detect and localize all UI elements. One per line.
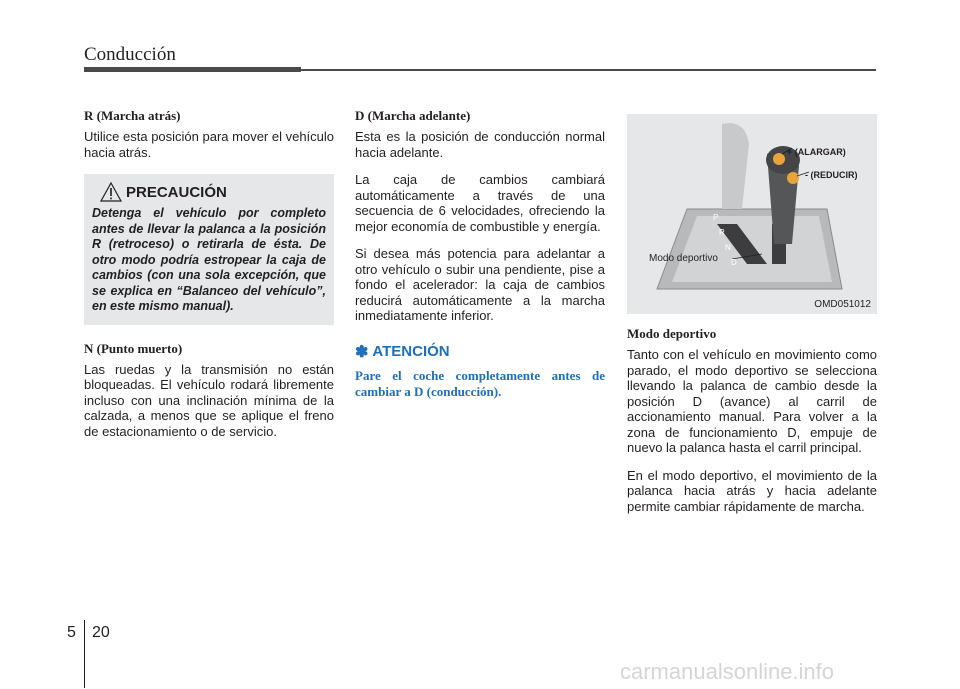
attention-title: ATENCIÓN: [372, 343, 450, 360]
chapter-number: 5: [67, 624, 76, 641]
caution-box: [84, 174, 334, 325]
label-alargar: + (ALARGAR): [787, 147, 846, 157]
gear-letter-p: P: [713, 213, 719, 222]
gear-letter-r: R: [719, 228, 725, 237]
watermark: carmanualsonline.info: [620, 659, 835, 684]
sport-text-1: Tanto con el vehículo en movimiento como parado, el modo deportivo se selecciona llevando la palanca de cambio desde la posición D (avance) al carril de accionamiento manual. Para volver a la zona de funcionamiento D, empuje de nuevo la palanca hasta el carril principal.: [627, 347, 877, 455]
page-number: 20: [92, 624, 110, 641]
column-right: [627, 108, 877, 526]
sport-text-2: En el modo deportivo, el movimiento de la palanca hacia atrás y hacia adelante permite cambiar rápidamente de marcha.: [627, 467, 877, 514]
sport-heading: Modo deportivo: [627, 326, 717, 341]
gear-shift-illustration: [627, 114, 877, 314]
star-icon: ✽: [355, 343, 369, 361]
r-text: Utilice esta posición para mover el vehículo hacia atrás.: [84, 129, 335, 160]
n-heading: N (Punto muerto): [84, 340, 183, 356]
attention-text: Pare el coche completamente antes de cambiar a D (conducción).: [355, 367, 605, 399]
gear-shift-figure: [627, 114, 877, 314]
warning-icon: [100, 182, 122, 202]
gear-letter-n: N: [725, 243, 731, 252]
figure-code: OMD051012: [814, 299, 871, 310]
column-left: [84, 108, 334, 451]
d-text-3: Si desea más potencia para adelantar a otro vehículo o subir una pendiente, pise a fondo el acelerador: la caja de cambios reducirá automáticamente a la marcha inmediatamente inferior.: [355, 246, 605, 323]
column-middle: [355, 108, 605, 400]
r-heading: R (Marcha atrás): [84, 108, 181, 123]
header-rule-thin: [301, 69, 876, 71]
header-rule-thick: [84, 67, 301, 72]
gear-letter-d: D: [731, 258, 737, 267]
d-text-2: La caja de cambios cambiará automáticamente a través de una secuencia de 6 velocidades, ofreciendo la mejor economía de combustible y energía.: [355, 172, 605, 234]
attention-header: [355, 342, 605, 362]
caution-text: Detenga el vehículo por completo antes de llevar la palanca a la posición R (retroceso) o retirarla de ésta. De otro modo podría estropear la caja de cambios (con una sola excepción, que se explica en “Balanceo del vehículo”, en este mismo manual).: [92, 206, 326, 313]
label-modo-deportivo: Modo deportivo: [649, 253, 718, 264]
caution-title: PRECAUCIÓN: [126, 183, 227, 201]
caution-header: [92, 182, 326, 202]
label-reducir: - (REDUCIR): [805, 170, 858, 180]
n-text: Las ruedas y la transmisión no están bloqueadas. El vehículo rodará libremente incluso con una inclinación mínima de la calzada, a menos que se aplique el freno de estacionamiento o de servicio.: [84, 361, 334, 439]
section-title: Conducción: [84, 44, 176, 65]
page-number-divider: [84, 620, 85, 688]
d-heading: D (Marcha adelante): [355, 108, 471, 123]
d-text-1: Esta es la posición de conducción normal hacia adelante.: [355, 129, 605, 160]
